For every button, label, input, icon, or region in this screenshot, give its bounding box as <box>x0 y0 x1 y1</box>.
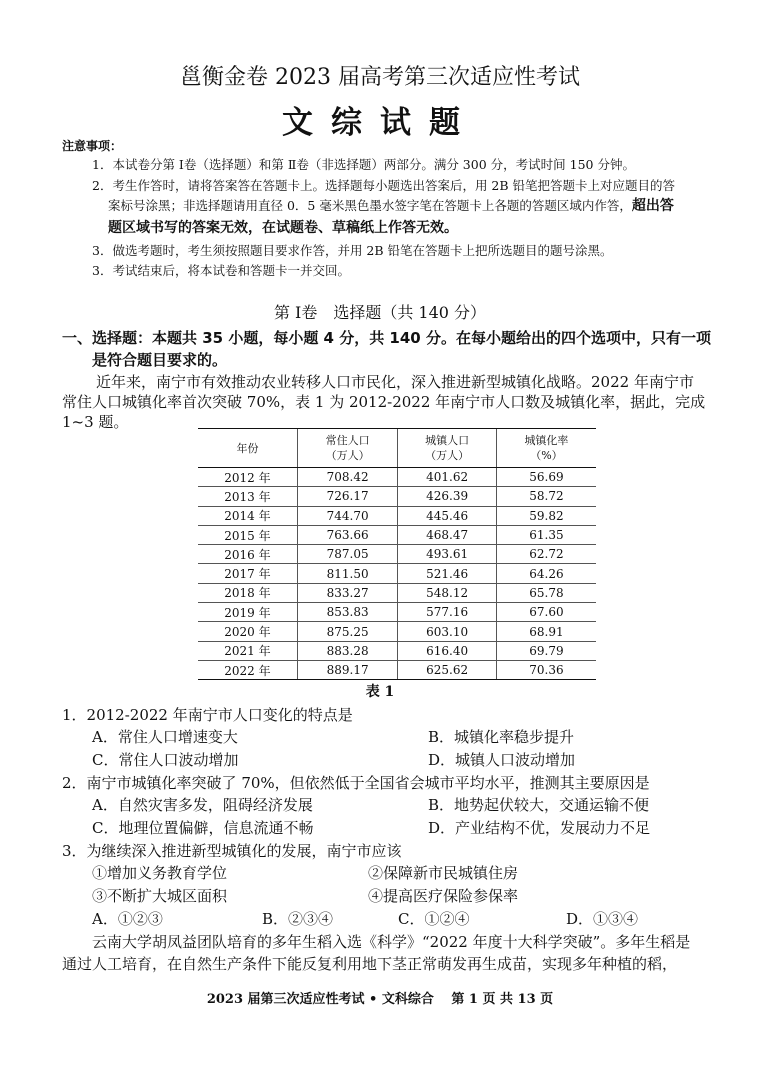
notice-item-1: 1．本试卷分第 Ⅰ卷（选择题）和第 Ⅱ卷（非选择题）两部分。满分 300 分，考试时间 150 分钟。 <box>92 157 635 172</box>
q2-option-d: D．产业结构不优，发展动力不足 <box>428 819 651 837</box>
cell-rate: 62.72 <box>496 545 596 564</box>
q1-stem: 1．2012-2022 年南宁市人口变化的特点是 <box>62 706 353 724</box>
cell-rate: 61.35 <box>496 525 596 544</box>
cell-urban: 577.16 <box>398 603 497 622</box>
passage1-line-1: 近年来，南宁市有效推动农业转移人口市民化，深入推进新型城镇化战略。2022 年南宁市 <box>96 373 694 391</box>
q3-statement-2: ②保障新市民城镇住房 <box>368 864 519 882</box>
q2-option-b: B．地势起伏较大，交通运输不便 <box>428 796 650 814</box>
cell-rate: 64.26 <box>496 564 596 583</box>
passage2-line-1: 云南大学胡凤益团队培育的多年生稻入选《科学》“2022 年度十大科学突破”。多年生稻是 <box>92 933 691 951</box>
table-row <box>198 641 596 660</box>
cell-rate: 58.72 <box>496 487 596 506</box>
cell-resident: 811.50 <box>297 564 397 583</box>
cell-resident: 726.17 <box>297 487 397 506</box>
notice-item-2-line-1: 2．考生作答时，请将答案答在答题卡上。选择题每小题选出答案后，用 2B 铅笔把答题卡上对应题目的答 <box>92 178 676 193</box>
cell-urban: 521.46 <box>398 564 497 583</box>
q3-statement-3: ③不断扩大城区面积 <box>92 887 228 905</box>
cell-year: 2021 年 <box>198 641 297 660</box>
q3-option-a: A．①②③ <box>92 910 163 928</box>
table-row <box>198 564 596 583</box>
table-row <box>198 468 596 487</box>
cell-year: 2022 年 <box>198 660 297 679</box>
cell-resident: 744.70 <box>297 506 397 525</box>
q2-stem: 2．南宁市城镇化率突破了 70%，但依然低于全国省会城市平均水平，推测其主要原因是 <box>62 774 650 792</box>
cell-urban: 445.46 <box>398 506 497 525</box>
cell-resident: 833.27 <box>297 583 397 602</box>
cell-rate: 70.36 <box>496 660 596 679</box>
notice-item-3: 3．做选考题时，考生须按照题目要求作答，并用 2B 铅笔在答题卡上把所选题目的题号涂黑。 <box>92 243 613 258</box>
q3-option-c: C．①②④ <box>398 910 470 928</box>
q1-option-c: C．常住人口波动增加 <box>92 751 239 769</box>
cell-resident: 853.83 <box>297 603 397 622</box>
table-row <box>198 487 596 506</box>
page-footer: 2023 届第三次适应性考试 • 文科综合 第 1 页 共 13 页 <box>206 992 554 1007</box>
table-row <box>198 545 596 564</box>
header-resident: 常住人口 （万人） <box>297 429 397 468</box>
passage2-line-2: 通过人工培育，在自然生产条件下能反复利用地下茎正常萌发再生成苗，实现多年种植的稻， <box>62 955 678 973</box>
cell-resident: 763.66 <box>297 525 397 544</box>
q3-option-b: B．②③④ <box>262 910 334 928</box>
q3-statement-4: ④提高医疗保险参保率 <box>368 887 519 905</box>
cell-urban: 426.39 <box>398 487 497 506</box>
q3-statement-1: ①增加义务教育学位 <box>92 864 228 882</box>
table-row <box>198 506 596 525</box>
cell-rate: 65.78 <box>496 583 596 602</box>
header-rate: 城镇化率 （%） <box>496 429 596 468</box>
cell-urban: 401.62 <box>398 468 497 487</box>
passage1-line-2: 常住人口城镇化率首次突破 70%，表 1 为 2012-2022 年南宁市人口数及城镇化率，据此，完成 <box>62 393 706 411</box>
notice-item-2-line-3: 题区域书写的答案无效，在试题卷、草稿纸上作答无效。 <box>108 220 458 236</box>
cell-urban: 616.40 <box>398 641 497 660</box>
notice-item-2-emphasis: 超出答 <box>631 198 674 214</box>
q1-option-d: D．城镇人口波动增加 <box>428 751 576 769</box>
cell-year: 2017 年 <box>198 564 297 583</box>
q1-option-a: A．常住人口增速变大 <box>92 728 238 746</box>
cell-rate: 56.69 <box>496 468 596 487</box>
q3-option-d: D．①③④ <box>566 910 639 928</box>
cell-resident: 708.42 <box>297 468 397 487</box>
cell-urban: 548.12 <box>398 583 497 602</box>
cell-resident: 875.25 <box>297 622 397 641</box>
cell-rate: 67.60 <box>496 603 596 622</box>
cell-resident: 883.28 <box>297 641 397 660</box>
notice-heading: 注意事项： <box>62 139 123 153</box>
cell-resident: 889.17 <box>297 660 397 679</box>
cell-rate: 68.91 <box>496 622 596 641</box>
table-row <box>198 660 596 679</box>
cell-year: 2016 年 <box>198 545 297 564</box>
header-year: 年份 <box>198 429 297 468</box>
cell-urban: 603.10 <box>398 622 497 641</box>
cell-year: 2020 年 <box>198 622 297 641</box>
exam-title: 邕衡金卷 2023 届高考第三次适应性考试 <box>180 65 580 90</box>
q2-option-a: A．自然灾害多发，阻碍经济发展 <box>92 796 313 814</box>
table-row <box>198 525 596 544</box>
subject-title: 文综试题 <box>282 105 478 141</box>
q1-option-b: B．城镇化率稳步提升 <box>428 728 575 746</box>
cell-year: 2013 年 <box>198 487 297 506</box>
table-header-row <box>198 429 596 468</box>
cell-urban: 625.62 <box>398 660 497 679</box>
q3-stem: 3．为继续深入推进新型城镇化的发展，南宁市应该 <box>62 842 402 860</box>
cell-year: 2012 年 <box>198 468 297 487</box>
cell-urban: 493.61 <box>398 545 497 564</box>
table-row <box>198 583 596 602</box>
cell-rate: 69.79 <box>496 641 596 660</box>
cell-rate: 59.82 <box>496 506 596 525</box>
part1-instruction-line-1: 一、选择题：本题共 35 小题，每小题 4 分，共 140 分。在每小题给出的四个选项中，只有一项 <box>62 329 711 347</box>
table-caption: 表 1 <box>365 684 395 700</box>
notice-item-2-line-2 <box>108 196 674 216</box>
notice-item-2-line-2-text: 案标号涂黑；非选择题请用直径 0．5 毫米黑色墨水签字笔在答题卡上各题的答题区域内作答， <box>108 198 632 213</box>
cell-year: 2015 年 <box>198 525 297 544</box>
section-title: 第 Ⅰ卷 选择题（共 140 分） <box>273 303 487 322</box>
q2-option-c: C．地理位置偏僻，信息流通不畅 <box>92 819 314 837</box>
passage1-line-3: 1~3 题。 <box>62 413 129 431</box>
notice-item-4: 3．考试结束后，将本试卷和答题卡一并交回。 <box>92 263 350 278</box>
header-urban: 城镇人口 （万人） <box>398 429 497 468</box>
population-table <box>198 428 596 680</box>
cell-resident: 787.05 <box>297 545 397 564</box>
part1-instruction-line-2: 是符合题目要求的。 <box>92 351 228 369</box>
table-row <box>198 622 596 641</box>
cell-year: 2014 年 <box>198 506 297 525</box>
cell-year: 2018 年 <box>198 583 297 602</box>
cell-urban: 468.47 <box>398 525 497 544</box>
table-row <box>198 603 596 622</box>
cell-year: 2019 年 <box>198 603 297 622</box>
